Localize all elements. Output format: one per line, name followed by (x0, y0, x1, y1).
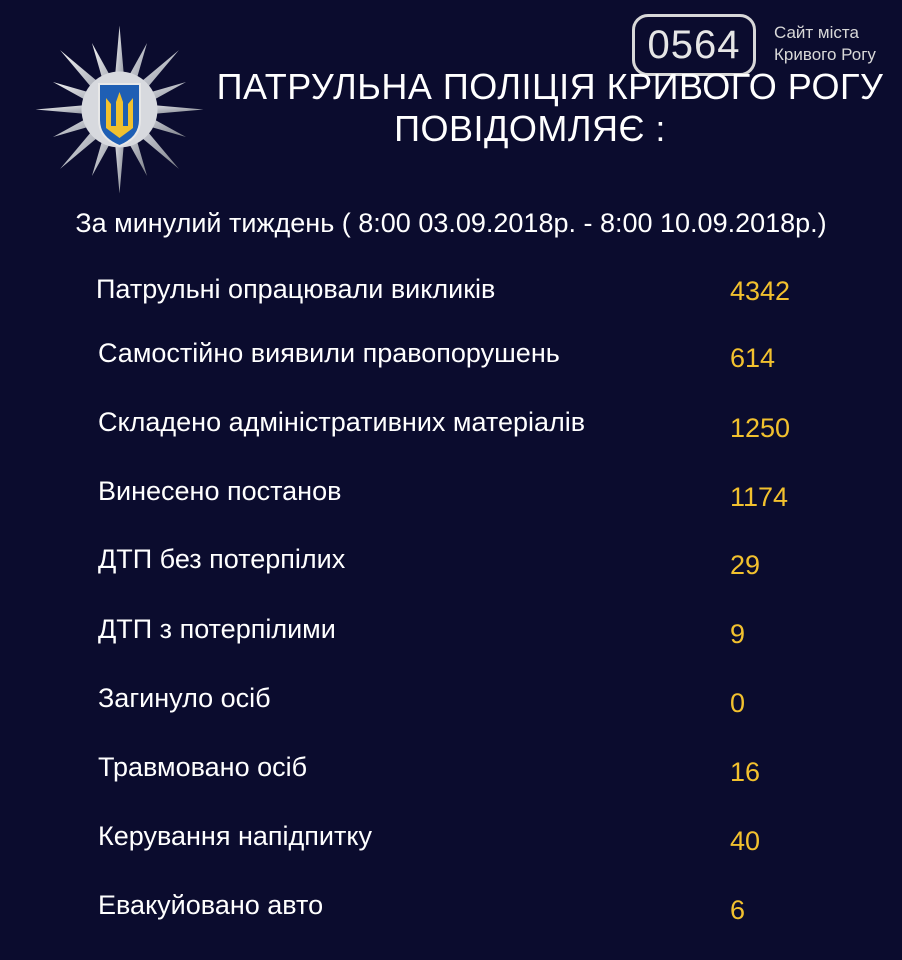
stat-row (0, 476, 902, 516)
stat-label: Загинуло осіб (98, 683, 271, 713)
stat-value: 1250 (730, 413, 791, 443)
stat-label: Травмовано осіб (98, 752, 308, 782)
stat-label: ДТП з потерпілими (98, 614, 336, 644)
page-title-line-1: ПАТРУЛЬНА ПОЛІЦІЯ КРИВОГО РОГУ (216, 66, 884, 107)
stat-label: Евакуйовано авто (98, 890, 324, 920)
stat-row (0, 338, 902, 378)
stat-value: 4342 (730, 276, 791, 306)
stat-row (0, 821, 902, 861)
watermark-caption (774, 22, 902, 66)
stat-value: 0 (730, 688, 746, 718)
stat-value: 16 (730, 757, 761, 787)
police-star-emblem-icon (32, 22, 207, 197)
stat-value: 29 (730, 550, 761, 580)
watermark-line-2: Кривого Рогу (774, 45, 876, 64)
page-title-line-2: ПОВІДОМЛЯЄ : (394, 108, 666, 149)
stat-label: Керування напідпитку (98, 821, 372, 851)
watermark-line-1: Сайт міста (774, 23, 859, 42)
stat-label: ДТП без потерпілих (98, 544, 346, 574)
stat-label: Винесено постанов (98, 476, 342, 506)
stat-row (0, 407, 902, 447)
report-period: За минулий тиждень ( 8:00 03.09.2018р. - 8:00 10.09.2018р.) (75, 208, 827, 238)
stat-label: Патрульні опрацювали викликів (96, 274, 496, 304)
stat-value: 40 (730, 826, 761, 856)
stat-row (0, 544, 902, 584)
stat-label: Самостійно виявили правопорушень (98, 338, 560, 368)
stat-row (0, 614, 902, 654)
stat-row (0, 752, 902, 792)
stat-value: 9 (730, 619, 746, 649)
stat-value: 614 (730, 343, 776, 373)
stat-value: 6 (730, 895, 746, 925)
stat-value: 1174 (730, 482, 789, 512)
stat-row (0, 274, 902, 314)
stat-row (0, 683, 902, 723)
stat-label: Складено адміністративних матеріалів (98, 407, 586, 437)
watermark-logo: 0564 (632, 14, 756, 76)
stat-row (0, 890, 902, 930)
